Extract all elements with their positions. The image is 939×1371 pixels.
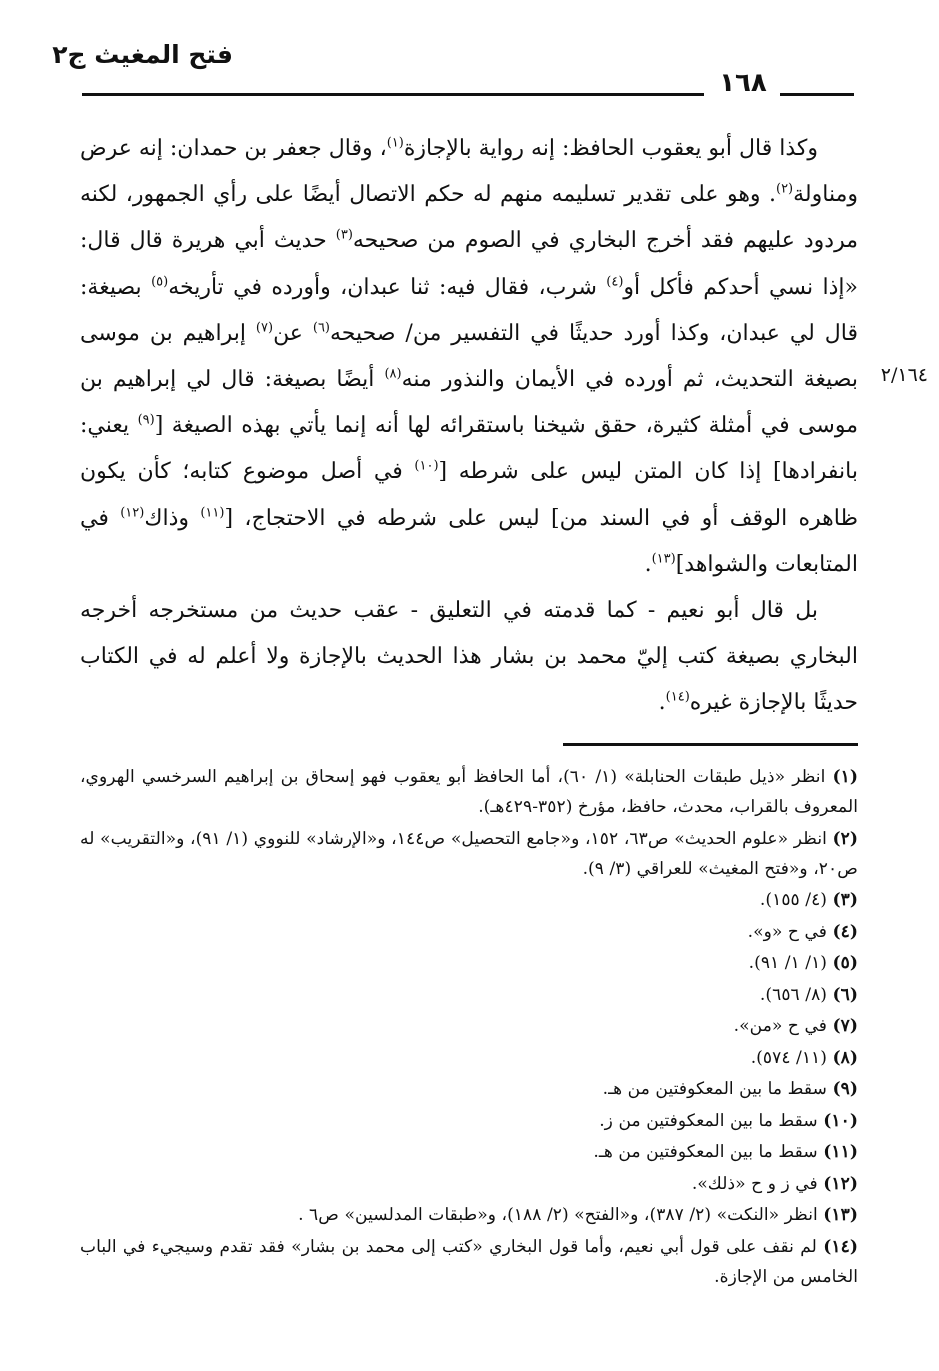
footnote-8: [80, 1043, 858, 1073]
text-run: شرب، فقال فيه: ثنا عبدان، وأورده في تأريخه: [168, 274, 607, 300]
text-run: وكذا قال أبو يعقوب الحافظ: إنه رواية بالإجازة: [403, 136, 818, 161]
running-header-title: فتح المغيث ج٢: [52, 40, 233, 69]
text-run: بل قال أبو نعيم - كما قدمته في التعليق - عقب حديث من مستخرجه أخرجه البخاري بصيغة كتب إليّ محمد بن بشار هذا الحديث بالإجازة ولا أعلم له في الكتاب حديثًا بالإجازة غيره: [80, 598, 858, 716]
footnote-text: انظر «النكت» (٢/ ٣٨٧)، و«الفتح» (٢/ ١٨٨)، و«طبقات المدلسين» ص٦ .: [298, 1205, 818, 1225]
footnote-13: [80, 1200, 858, 1230]
footnote-ref[interactable]: (٣): [335, 228, 353, 244]
footnote-12: [80, 1169, 858, 1199]
footnote-number: (١٢): [823, 1173, 858, 1194]
text-run: حديث أبي هريرة قال قال: «إذا نسي أحدكم فأكل أو: [80, 228, 859, 300]
footnotes-section: [80, 762, 858, 1293]
footnote-number: (١٤): [823, 1236, 858, 1257]
footnote-number: (٣): [832, 890, 858, 910]
footnote-1: [80, 762, 858, 822]
footnote-text: (١/ ١/ ٩١).: [748, 953, 828, 973]
footnote-number: (٩): [832, 1079, 858, 1099]
footnote-14: [80, 1232, 858, 1292]
footnote-separator: [563, 743, 858, 746]
text-run: ، وقال جعفر بن حمدان: إنه عرض ومناولة: [80, 136, 858, 208]
footnote-text: انظر «علوم الحديث» ص٦٣، ١٥٢، و«جامع التحصيل» ص١٤٤، و«الإرشاد» للنووي (١/ ٩١)، و«التقريب» له ص٢٠، و«فتح المغيث» للعراقي (٣/ ٩).: [80, 828, 858, 879]
text-run: .: [644, 551, 652, 577]
footnote-text: في ز و ح «ذلك».: [691, 1173, 818, 1194]
footnote-text: سقط ما بين المعكوفتين من ز.: [599, 1110, 818, 1131]
footnote-number: (٨): [832, 1047, 858, 1068]
page-number: ١٦٨: [719, 68, 767, 98]
footnote-number: (١٠): [823, 1110, 858, 1131]
footnote-ref[interactable]: (١٠): [414, 459, 439, 475]
footnote-2: [80, 824, 858, 884]
text-run: أيضًا بصيغة: قال لي إبراهيم بن موسى في أمثلة كثيرة، حقق شيخنا باستقرائه لها أنه إنما يأتي بهذه الصيغة [: [80, 367, 858, 439]
footnote-ref[interactable]: (٢): [775, 181, 794, 197]
header-rule: [82, 93, 704, 96]
footnote-ref[interactable]: (١٤): [665, 690, 690, 706]
footnote-text: لم نقف على قول أبي نعيم، وأما قول البخاري «كتب إلى محمد بن بشار» فقد تقدم وسيجيء في الباب الخامس من الإجازة.: [80, 1236, 858, 1287]
footnote-ref[interactable]: (١٣): [651, 551, 676, 567]
footnote-ref[interactable]: (٩): [137, 412, 155, 428]
footnote-text: في ح «من».: [733, 1016, 828, 1036]
footnote-9: [80, 1074, 858, 1104]
footnote-text: (١١/ ٥٧٤).: [750, 1047, 828, 1068]
footnote-ref[interactable]: (١١): [200, 505, 225, 521]
text-run: . وهو على تقدير تسليمه منهم له حكم الاتصال أيضًا على رأي الجمهور، لكنه مردود عليهم فقد أخرج البخاري في الصوم من صحيحه: [80, 182, 858, 254]
footnote-ref[interactable]: (١٢): [120, 505, 145, 521]
text-run: إبراهيم بن موسى بصيغة التحديث، ثم أورده في الأيمان والنذور منه: [80, 320, 858, 393]
footnote-ref[interactable]: (٨): [384, 366, 402, 382]
text-run: .: [658, 690, 666, 716]
footnote-10: [80, 1106, 858, 1136]
footnote-4: [80, 917, 858, 947]
footnote-number: (٧): [832, 1016, 858, 1036]
footnote-ref[interactable]: (٥): [151, 274, 169, 290]
footnote-6: [80, 980, 858, 1010]
footnote-number: (٢): [832, 828, 859, 849]
footnote-number: (٥): [832, 953, 858, 973]
footnote-number: (٦): [832, 984, 858, 1005]
footnote-5: [80, 948, 858, 978]
footnote-text: (٨/ ٦٥٦).: [759, 984, 828, 1005]
footnote-number: (٤): [832, 921, 858, 942]
footnote-text: سقط ما بين المعكوفتين من هـ.: [593, 1142, 818, 1162]
footnote-7: [80, 1011, 858, 1041]
footnote-text: سقط ما بين المعكوفتين من هـ.: [602, 1079, 828, 1099]
footnote-3: [80, 885, 858, 915]
text-run: في أصل موضوع كتابه؛ كأن يكون ظاهره الوقف أو في السند من] ليس على شرطه في الاحتجاج، [: [80, 459, 858, 531]
footnote-11: [80, 1137, 858, 1167]
text-run: وذاك: [144, 505, 201, 531]
text-run: في المتابعات والشواهد]: [80, 505, 858, 577]
footnote-text: انظر «ذيل طبقات الحنابلة» (١/ ٦٠)، أما الحافظ أبو يعقوب فهو إسحاق بن إبراهيم السرخسي الهروي، المعروف بالقراب، محدث، حافظ، مؤرخ (٣٥٢-٤٢٩هـ).: [80, 767, 858, 817]
text-run: بصيغة: قال لي عبدان، وكذا أورد حديثًا في التفسير من/ صحيحه: [80, 274, 858, 346]
footnote-ref[interactable]: (٧): [255, 320, 274, 336]
header-rule-short: [780, 93, 854, 96]
footnote-ref[interactable]: (١): [386, 135, 404, 151]
footnote-number: (١١): [823, 1142, 858, 1162]
paragraph-2: [80, 588, 858, 727]
footnote-number: (١٣): [823, 1205, 858, 1225]
text-run: يعني: بانفرادها] إذا كان المتن ليس على شرطه [: [80, 413, 858, 485]
text-run: عن: [273, 320, 313, 346]
footnote-text: في ح «و».: [747, 921, 828, 942]
footnote-number: (١): [832, 767, 858, 787]
margin-manuscript-reference: ٢/١٦٤: [880, 364, 928, 386]
footnote-text: (٤/ ١٥٥).: [759, 890, 828, 910]
footnote-ref[interactable]: (٤): [606, 274, 624, 290]
footnote-ref[interactable]: (٦): [312, 320, 330, 336]
paragraph-1: [80, 126, 858, 588]
main-text: [80, 126, 858, 727]
